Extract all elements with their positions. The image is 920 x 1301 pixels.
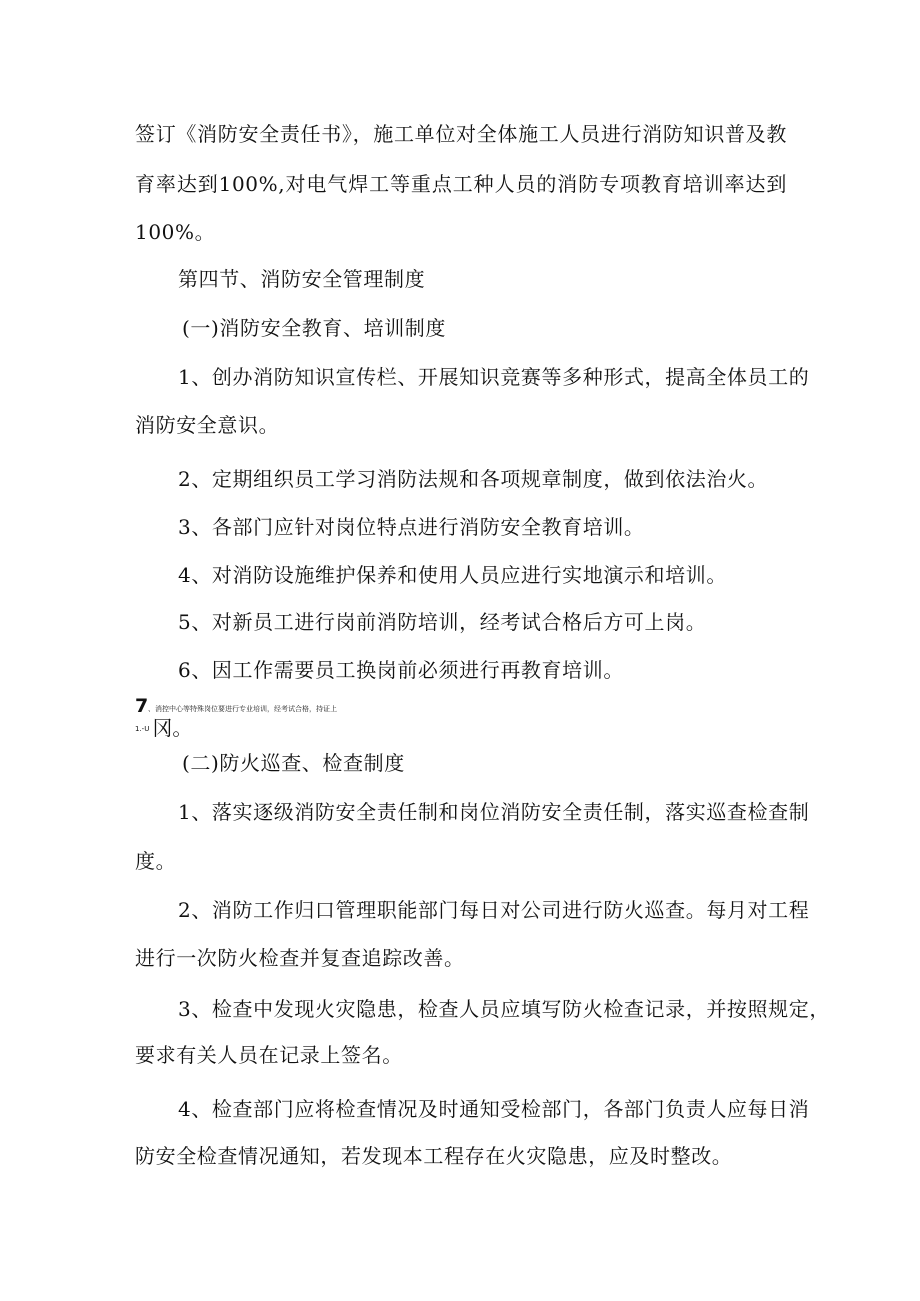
item-2: 2、定期组织员工学习消防法规和各项规章制度，做到依法治火。: [178, 467, 769, 491]
item-6: 6、因工作需要员工换岗前必须进行再教育培训。: [178, 658, 624, 682]
item-7-fragment: [135, 716, 192, 741]
text-line-3: 100%。: [135, 220, 216, 244]
patrol-item-3-line-1: 3、检查中发现火灾隐患，检查人员应填写防火检查记录，并按照规定，: [178, 997, 830, 1021]
item-7-number: 7: [135, 695, 149, 717]
subsection-heading-1: (一)消防安全教育、培训制度: [182, 316, 447, 340]
text-line-2: 育率达到100%,对电气焊工等重点工种人员的消防专项教育培训率达到: [135, 172, 787, 196]
item-7-tail: 冈。: [152, 716, 193, 740]
patrol-item-2-line-1: 2、消防工作归口管理职能部门每日对公司进行防火巡查。每月对工程: [178, 898, 810, 922]
item-5: 5、对新员工进行岗前消防培训，经考试合格后方可上岗。: [178, 610, 707, 634]
item-7-small-text: 、消控中心等特殊岗位要进行专业培训，经考试合格，持证上: [148, 705, 337, 713]
item-4: 4、对消防设施维护保养和使用人员应进行实地演示和培训。: [178, 563, 727, 587]
subsection-heading-2: (二)防火巡查、检查制度: [182, 751, 405, 775]
patrol-item-2-line-2: 进行一次防火检查并复查追踪改善。: [135, 946, 465, 970]
item-1-line-2: 消防安全意识。: [135, 413, 280, 437]
patrol-item-1-line-1: 1、落实逐级消防安全责任制和岗位消防安全责任制，落实巡查检查制: [178, 800, 810, 824]
item-7-small-prefix: 1.-U: [135, 725, 150, 733]
item-3: 3、各部门应针对岗位特点进行消防安全教育培训。: [178, 515, 645, 539]
patrol-item-4-line-2: 防安全检查情况通知，若发现本工程存在火灾隐患，应及时整改。: [135, 1144, 733, 1168]
item-1-line-1: 1、创办消防知识宣传栏、开展知识竞赛等多种形式，提高全体员工的: [178, 365, 810, 389]
patrol-item-3-line-2: 要求有关人员在记录上签名。: [135, 1043, 403, 1067]
section-heading: 第四节、消防安全管理制度: [178, 267, 426, 291]
text-line-1: 签订《消防安全责任书》，施工单位对全体施工人员进行消防知识普及教: [135, 122, 787, 146]
patrol-item-4-line-1: 4、检查部门应将检查情况及时通知受检部门，各部门负责人应每日消: [178, 1097, 810, 1121]
patrol-item-1-line-2: 度。: [135, 849, 177, 873]
